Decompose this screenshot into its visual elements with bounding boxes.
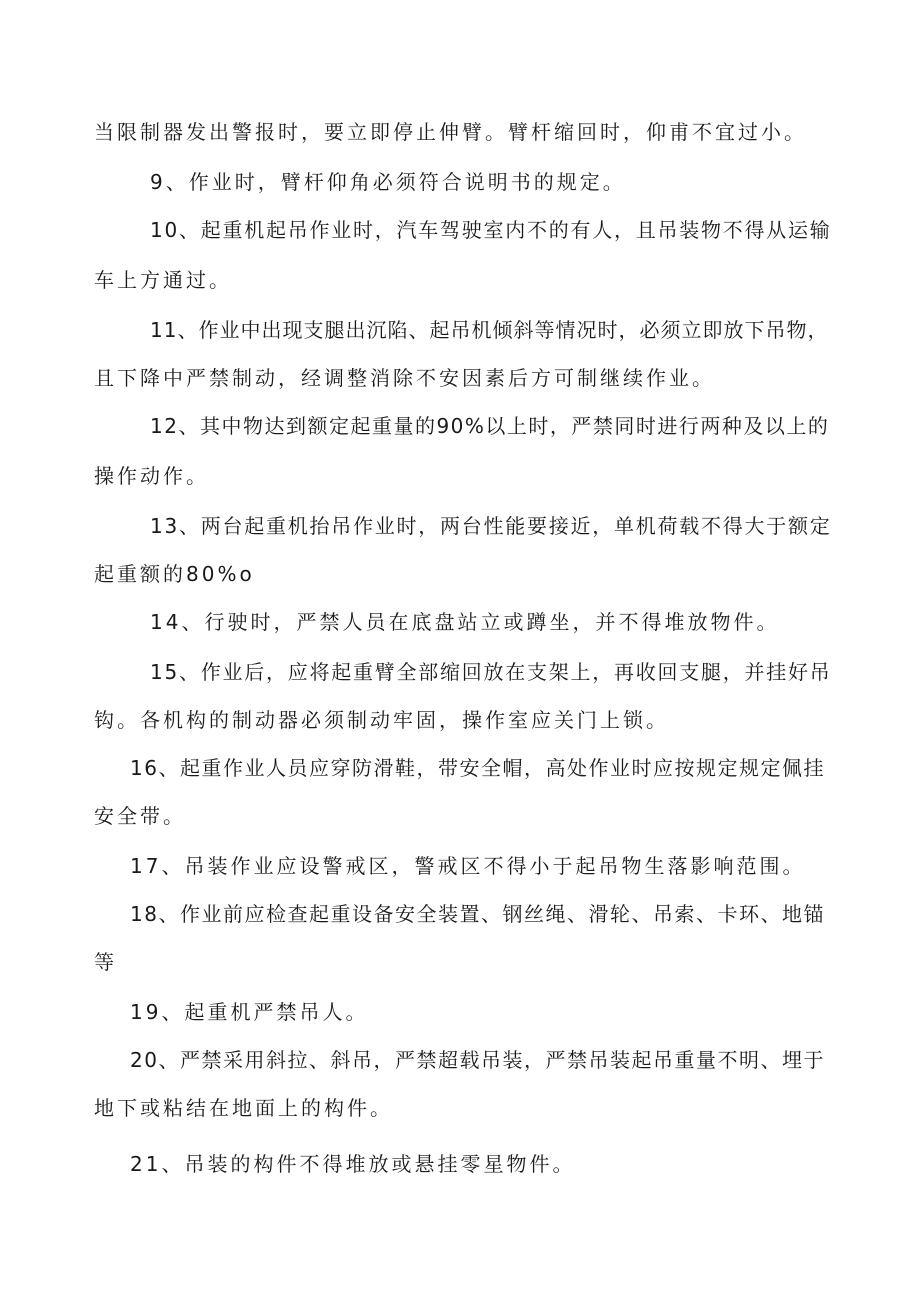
text-line: 当限制器发出警报时，要立即停止伸臂。臂杆缩回时，仰甫不宜过小。 [94,120,807,144]
text-line: 车上方通过。 [94,268,232,292]
text-line: 10、起重机起吊作业时，汽车驾驶室内不的有人，且吊装物不得从运输 [150,218,832,242]
text-line: 14、行驶时，严禁人员在底盘站立或蹲坐，并不得堆放物件。 [150,610,780,634]
text-line: 等 [94,950,117,974]
text-line: 起重额的80%o [94,562,255,586]
text-line: 操作动作。 [94,464,209,488]
text-line: 19、起重机严禁吊人。 [130,1000,369,1024]
text-line: 17、吊装作业应设警戒区，警戒区不得小于起吊物生落影响范围。 [130,854,806,878]
text-line: 9、作业时，臂杆仰角必须符合说明书的规定。 [150,170,626,194]
text-line: 21、吊装的构件不得堆放或悬挂零星物件。 [130,1152,576,1176]
text-line: 15、作业后，应将起重臂全部缩回放在支架上，再收回支腿，并挂好吊 [150,660,832,684]
text-line: 地下或粘结在地面上的构件。 [94,1096,393,1120]
text-line: 18、作业前应检查起重设备安全装置、钢丝绳、滑轮、吊索、卡环、地锚 [130,902,825,926]
text-line: 12、其中物达到额定起重量的90%以上时，严禁同时进行两种及以上的 [150,414,830,438]
text-line: 16、起重作业人员应穿防滑鞋，带安全帽，高处作业时应按规定规定佩挂 [130,756,825,780]
text-line: 13、两台起重机抬吊作业时，两台性能要接近，单机荷载不得大于额定 [150,514,832,538]
text-line: 安全带。 [94,804,186,828]
text-line: 且下降中严禁制动，经调整消除不安因素后方可制继续作业。 [94,366,715,390]
text-line: 20、严禁采用斜拉、斜吊，严禁超载吊装，严禁吊装起吊重量不明、埋于 [130,1048,825,1072]
text-line: 钩。各机构的制动器必须制动牢固，操作室应关门上锁。 [94,708,669,732]
text-line: 11、作业中出现支腿出沉陷、起吊机倾斜等情况时，必须立即放下吊物， [150,318,829,342]
